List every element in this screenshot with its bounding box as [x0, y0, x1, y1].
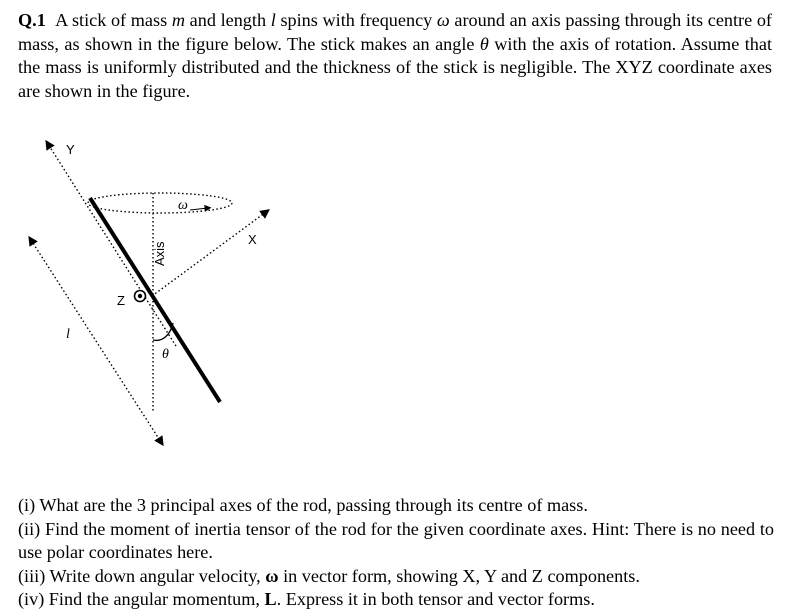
omega-bold-symbol: ω — [265, 565, 279, 586]
theta-label: θ — [162, 347, 169, 362]
L-bold-symbol: L — [264, 589, 277, 609]
rotating-stick-figure — [0, 120, 320, 460]
theta-symbol: θ — [479, 33, 489, 54]
question-statement — [18, 9, 772, 103]
rotation-axis-label: Axis — [152, 241, 167, 266]
length-indicator-line — [31, 240, 161, 442]
length-label: l — [66, 327, 70, 342]
y-axis-label: Y — [66, 142, 75, 157]
stick-line — [90, 198, 220, 402]
statement-text-3: spins with frequency — [275, 10, 437, 30]
length-symbol: l — [270, 10, 276, 30]
subquestion-4 — [18, 588, 774, 612]
x-axis-label: X — [248, 232, 257, 247]
subquestion-3-text-1: (iii) Write down angular velocity, — [18, 565, 266, 586]
mass-symbol: m — [171, 10, 185, 30]
subquestion-3-text-2: in vector form, showing X, Y and Z components. — [278, 565, 640, 586]
omega-label: ω — [178, 198, 188, 213]
z-axis-dot-icon — [138, 294, 142, 298]
subquestion-4-text-2: . Express it in both tensor and vector forms. — [276, 589, 595, 609]
subquestion-2: (ii) Find the moment of inertia tensor of the rod for the given coordinate axes. Hint: There is no need to use polar coordinates here. — [18, 518, 774, 562]
subquestion-4-text-1: (iv) Find the angular momentum, — [18, 589, 265, 609]
z-axis-label: Z — [117, 293, 125, 308]
omega-symbol: ω — [436, 10, 450, 30]
subquestions — [18, 494, 774, 612]
statement-text-5: with the axis of rotation. Assume that the mass is uniformly distributed and the thickness of the stick is negligible. The XYZ coordinate axes are shown in the figure. — [18, 33, 772, 101]
question-number: Q.1 — [18, 10, 46, 30]
subquestion-3 — [18, 565, 774, 589]
omega-arrow — [190, 208, 208, 210]
statement-text-2: and length — [184, 10, 271, 30]
subquestion-1: (i) What are the 3 principal axes of the rod, passing through its centre of mass. — [18, 495, 588, 515]
statement-text-4: around an axis passing through its centre of mass, as shown in the figure below. The stick makes an angle — [18, 10, 772, 54]
statement-text-1: A stick of mass — [55, 10, 172, 30]
x-axis-line — [152, 212, 266, 296]
rotation-ellipse — [88, 193, 232, 213]
